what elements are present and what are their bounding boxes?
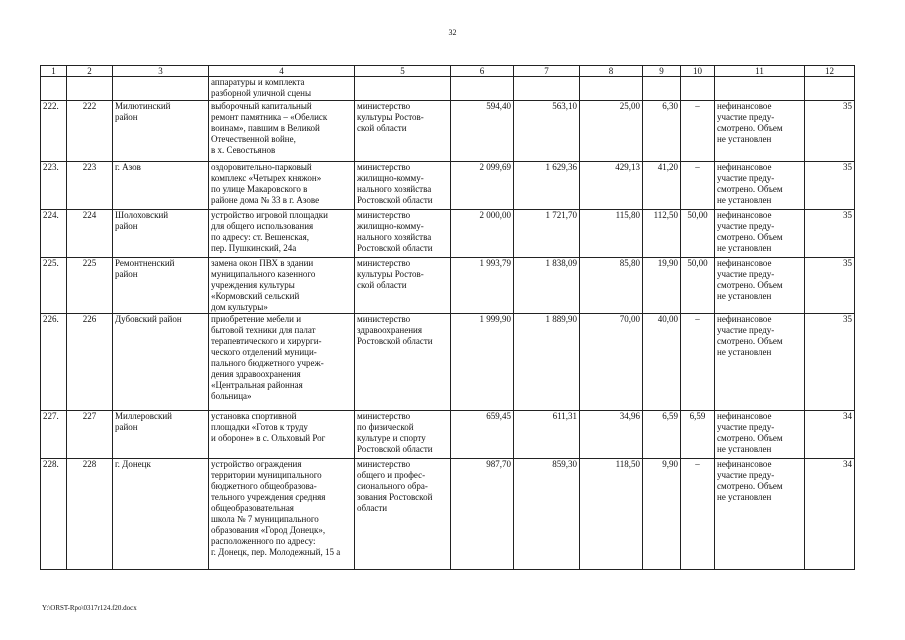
amount-cell: 2 000,00 (451, 210, 514, 258)
participation-cell: нефинансовое участие преду- смотрено. Объем не установлен (715, 210, 805, 258)
amount-cell: 1 721,70 (514, 210, 580, 258)
amount-cell: 1 993,79 (451, 258, 514, 314)
amount-cell: 6,30 (643, 101, 681, 162)
amount-cell: – (681, 162, 715, 210)
position-cell: 223 (67, 162, 113, 210)
column-header: 4 (209, 66, 355, 77)
column-header: 7 (514, 66, 580, 77)
row-number-cell: 224. (41, 210, 67, 258)
amount-cell: 25,00 (580, 101, 643, 162)
amount-cell: 34,96 (580, 411, 643, 459)
amount-cell: 40,00 (643, 314, 681, 411)
amount-cell: 2 099,69 (451, 162, 514, 210)
footer-file-path: Y:\ORST-Rpo\0317r124.f20.docx (42, 604, 137, 612)
position-cell: 226 (67, 314, 113, 411)
count-cell: 34 (805, 459, 855, 570)
table-row (41, 314, 855, 411)
ministry-cell: министерство культуры Ростов- ской области (355, 258, 451, 314)
continuation-row (41, 77, 855, 101)
description-cell: устройство игровой площадки для общего использования по адресу: ст. Вешенская, пер. Пушкинский, 24а (209, 210, 355, 258)
description-cell: замена окон ПВХ в здании муниципального казенного учреждения культуры «Кормовский сельский дом культуры» (209, 258, 355, 314)
amount-cell: 1 838,09 (514, 258, 580, 314)
header-row (41, 66, 855, 77)
participation-cell: нефинансовое участие преду- смотрено. Объем не установлен (715, 162, 805, 210)
count-cell: 35 (805, 101, 855, 162)
column-header: 6 (451, 66, 514, 77)
amount-cell: 1 999,90 (451, 314, 514, 411)
district-cell: Дубовский район (113, 314, 209, 411)
row-number-cell: 228. (41, 459, 67, 570)
position-cell: 227 (67, 411, 113, 459)
description-cell: приобретение мебели и бытовой техники для палат терапевтического и хирурги- ческого отделений муници- пального бюджетного учреж- дения здравоохранения «Центральная районная больница» (209, 314, 355, 411)
amount-cell: 659,45 (451, 411, 514, 459)
ministry-cell: министерство здравоохранения Ростовской области (355, 314, 451, 411)
column-header: 12 (805, 66, 855, 77)
participation-cell: нефинансовое участие преду- смотрено. Объем не установлен (715, 314, 805, 411)
count-cell: 35 (805, 210, 855, 258)
column-header: 5 (355, 66, 451, 77)
table-row (41, 101, 855, 162)
amount-cell: 50,00 (681, 258, 715, 314)
ministry-cell: министерство жилищно-комму- нального хозяйства Ростовской области (355, 162, 451, 210)
description-cell: выборочный капитальный ремонт памятника – «Обелиск воинам», павшим в Великой Отечественной войне, в х. Севостьянов (209, 101, 355, 162)
row-number-cell: 227. (41, 411, 67, 459)
district-cell: г. Донецк (113, 459, 209, 570)
amount-cell: – (681, 314, 715, 411)
ministry-cell: министерство культуры Ростов- ской области (355, 101, 451, 162)
amount-cell: 594,40 (451, 101, 514, 162)
amount-cell: 987,70 (451, 459, 514, 570)
amount-cell: 50,00 (681, 210, 715, 258)
column-header: 10 (681, 66, 715, 77)
amount-cell: 118,50 (580, 459, 643, 570)
description-cell: устройство ограждения территории муниципального бюджетного общеобразова- тельного учреждения средняя общеобразовательная школа № 7 муниципального образования «Город Донецк», расположенного по адресу: г. Донецк, пер. Молодежный, 15 а (209, 459, 355, 570)
participation-cell: нефинансовое участие преду- смотрено. Объем не установлен (715, 258, 805, 314)
count-cell: 35 (805, 162, 855, 210)
participation-cell: нефинансовое участие преду- смотрено. Объем не установлен (715, 101, 805, 162)
amount-cell: 41,20 (643, 162, 681, 210)
district-cell: Милютинский район (113, 101, 209, 162)
position-cell: 225 (67, 258, 113, 314)
column-header: 9 (643, 66, 681, 77)
description-cell: аппаратуры и комплекта разборной уличной сцены (209, 77, 355, 101)
ministry-cell: министерство по физической культуре и спорту Ростовской области (355, 411, 451, 459)
amount-cell: 19,90 (643, 258, 681, 314)
amount-cell: 563,10 (514, 101, 580, 162)
amount-cell: 6,59 (681, 411, 715, 459)
position-cell: 228 (67, 459, 113, 570)
amount-cell: 859,30 (514, 459, 580, 570)
table-row (41, 210, 855, 258)
column-header: 3 (113, 66, 209, 77)
amount-cell: 611,31 (514, 411, 580, 459)
page-number: 32 (448, 28, 457, 37)
row-number-cell: 223. (41, 162, 67, 210)
amount-cell: 1 889,90 (514, 314, 580, 411)
position-cell: 222 (67, 101, 113, 162)
district-cell: Ремонтненский район (113, 258, 209, 314)
amount-cell: 429,13 (580, 162, 643, 210)
row-number-cell: 225. (41, 258, 67, 314)
amount-cell: 1 629,36 (514, 162, 580, 210)
amount-cell: 70,00 (580, 314, 643, 411)
description-cell: установка спортивной площадки «Готов к труду и обороне» в с. Ольховый Рог (209, 411, 355, 459)
district-cell: г. Азов (113, 162, 209, 210)
amount-cell: 115,80 (580, 210, 643, 258)
table-row (41, 459, 855, 570)
description-cell: оздоровительно-парковый комплекс «Четырех княжон» по улице Макаровского в районе дома № 33 в г. Азове (209, 162, 355, 210)
column-header: 11 (715, 66, 805, 77)
participation-cell: нефинансовое участие преду- смотрено. Объем не установлен (715, 411, 805, 459)
district-cell: Миллеровский район (113, 411, 209, 459)
amount-cell: 9,90 (643, 459, 681, 570)
count-cell: 35 (805, 258, 855, 314)
count-cell: 34 (805, 411, 855, 459)
column-header: 8 (580, 66, 643, 77)
ministry-cell: министерство жилищно-комму- нального хозяйства Ростовской области (355, 210, 451, 258)
count-cell: 35 (805, 314, 855, 411)
ministry-cell: министерство общего и профес- сионального обра- зования Ростовской области (355, 459, 451, 570)
district-cell: Шолоховский район (113, 210, 209, 258)
amount-cell: – (681, 101, 715, 162)
row-number-cell: 226. (41, 314, 67, 411)
amount-cell: 85,80 (580, 258, 643, 314)
amount-cell: 112,50 (643, 210, 681, 258)
amount-cell: – (681, 459, 715, 570)
amount-cell: 6,59 (643, 411, 681, 459)
table-row (41, 411, 855, 459)
position-cell: 224 (67, 210, 113, 258)
participation-cell: нефинансовое участие преду- смотрено. Объем не установлен (715, 459, 805, 570)
table-row (41, 162, 855, 210)
data-table (40, 65, 855, 570)
column-header: 2 (67, 66, 113, 77)
column-header: 1 (41, 66, 67, 77)
table-row (41, 258, 855, 314)
row-number-cell: 222. (41, 101, 67, 162)
